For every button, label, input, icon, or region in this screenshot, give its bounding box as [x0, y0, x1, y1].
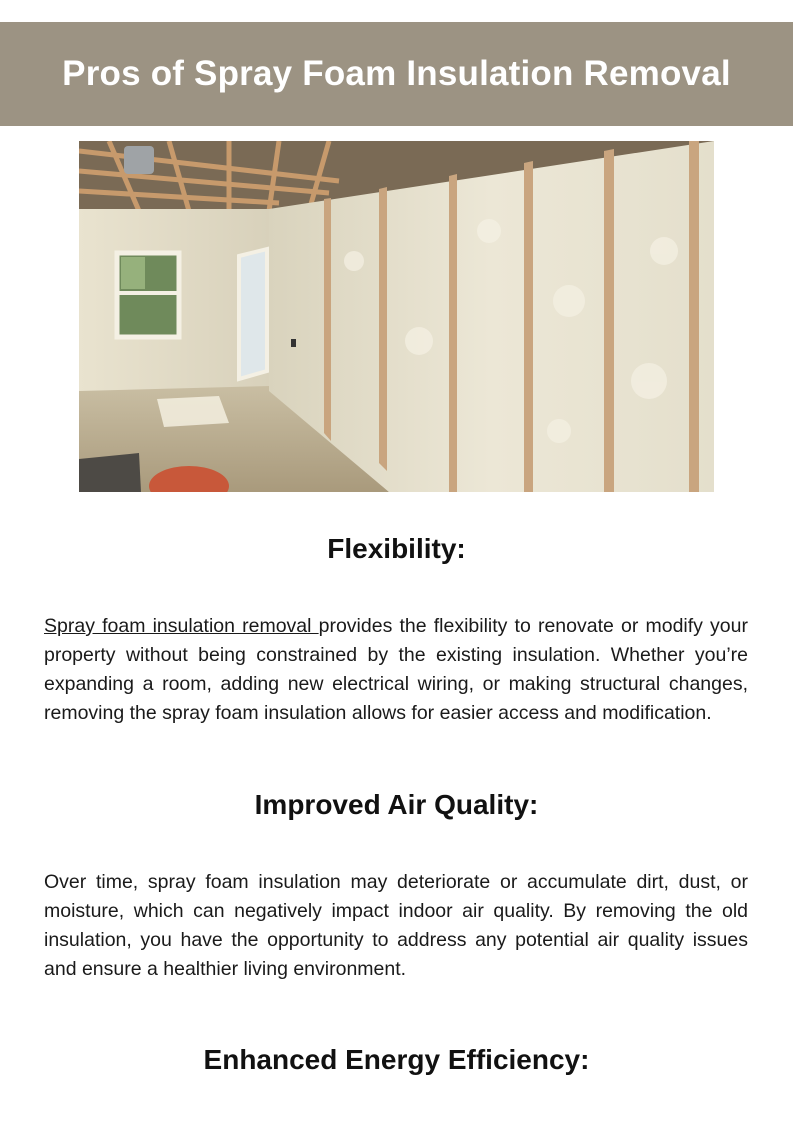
insulation-photo: [79, 141, 714, 492]
title-banner: [0, 22, 793, 126]
heading-energy-efficiency: Enhanced Energy Efficiency:: [203, 1044, 590, 1075]
paragraph-air-quality: Over time, spray foam insulation may deteriorate or accumulate dirt, dust, or moisture, which can negatively impact indoor air quality. By removing the old insulation, you have the opportunity to address any potential air quality issues and ensure a healthier living environment.: [44, 871, 748, 980]
paragraph-flexibility: [44, 612, 748, 728]
page-title: Pros of Spray Foam Insulation Removal: [62, 54, 731, 93]
spray-foam-removal-link[interactable]: Spray foam insulation removal: [44, 615, 319, 637]
paragraph-flexibility-text: provides the flexibility to renovate or modify your property without being constrained by the existing insulation. Whether you’re expanding a room, adding new electrical wiring, or making structural changes, removing the spray foam insulation allows for easier access and modification.: [44, 615, 748, 724]
heading-flexibility: Flexibility:: [327, 533, 466, 564]
heading-air-quality: Improved Air Quality:: [254, 789, 539, 820]
